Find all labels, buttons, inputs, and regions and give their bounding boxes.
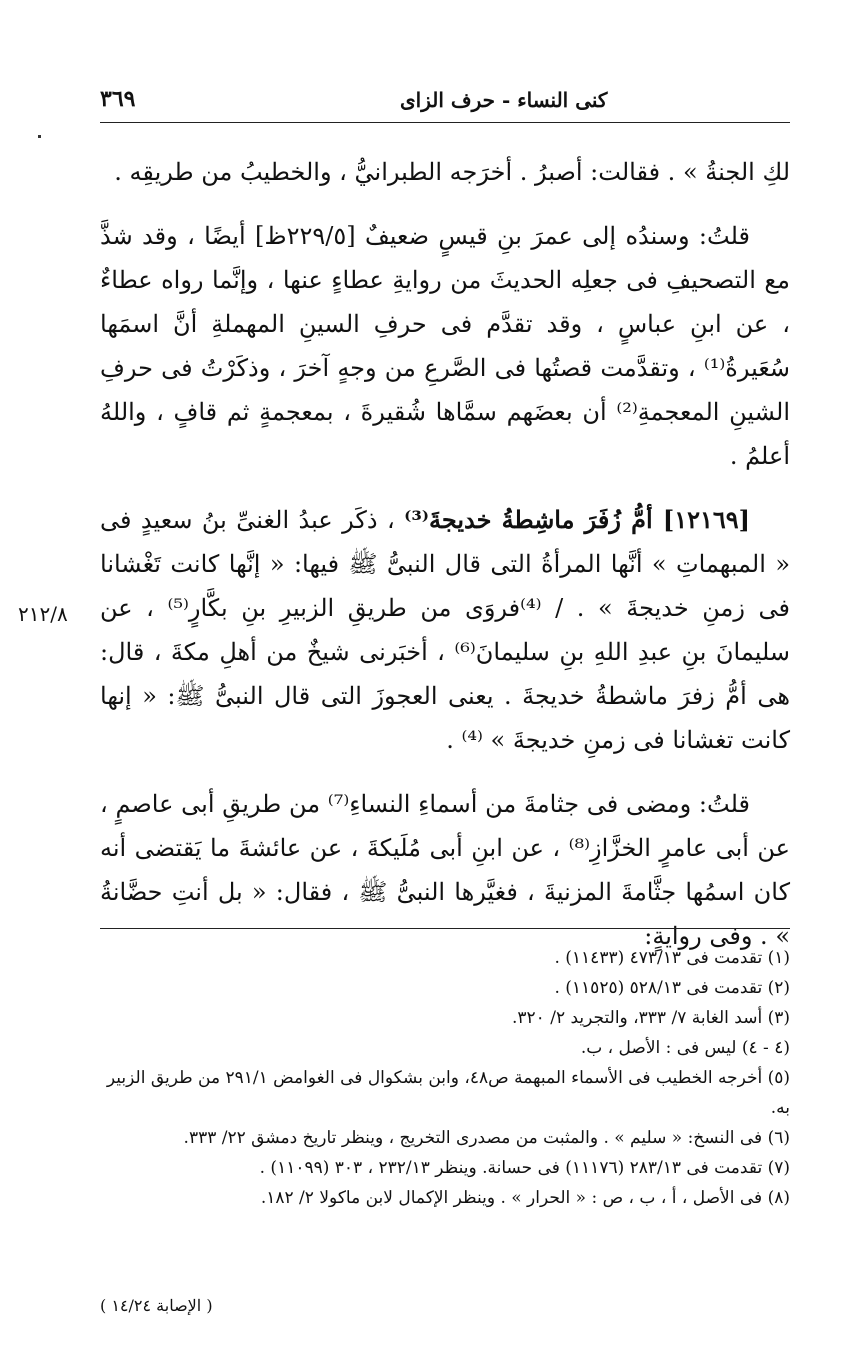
running-title: كنى النساء - حرف الزاى bbox=[400, 88, 608, 112]
page-header bbox=[100, 82, 790, 123]
entry-paragraph bbox=[100, 498, 790, 762]
paragraph-final: قلتُ: ومضى فى جثامةَ من أسماءِ النساءِ⁽⁷⁾ من طريقِ أبى عاصمٍ ، عن أبى عامرٍ الخزَّازِ⁽⁸⁾ ، عن ابنِ أبى مُلَيكةَ ، عن عائشةَ ما يَقتضى أنه كان اسمُها جثَّامةَ المزنيةَ ، فغيَّرها النبىُّ ﷺ ، فقال: « بل أنتِ حضَّانةُ » . وفى روايةٍ: bbox=[100, 790, 790, 950]
footnote-2: (٢) تقدمت فى ٥٢٨/١٣ (١١٥٢٥) . bbox=[554, 978, 790, 998]
footnote-5: (٥) أخرجه الخطيب فى الأسماء المبهمة ص٤٨، وابن بشكوال فى الغوامض ٢٩١/١ من طريق الزبير به. bbox=[106, 1068, 790, 1118]
margin-reference: ٢١٢/٨ bbox=[18, 602, 68, 626]
footnote-4: (٤ - ٤) ليس فى : الأصل ، ب. bbox=[580, 1038, 790, 1058]
footnotes bbox=[100, 928, 790, 1213]
footnote-8: (٨) فى الأصل ، أ ، ب ، ص : « الحرار » . وينظر الإكمال لابن ماكولا ٢/ ١٨٢. bbox=[260, 1188, 790, 1208]
footnote-1: (١) تقدمت فى ٤٧٣/١٣ (١١٤٣٣) . bbox=[554, 948, 790, 968]
footnote-7: (٧) تقدمت فى ٢٨٣/١٣ (١١١٧٦) فى حسانة. وينظر ٢٣٢/١٣ ، ٣٠٣ (١١٠٩٩) . bbox=[259, 1158, 790, 1178]
entry-text: ، ذكَر عبدُ الغنىِّ بنُ سعيدٍ فى « المبهماتِ » أنَّها المرأةُ التى قال النبىُّ ﷺ فيها: « إنَّها كانت تَغْشانا فى زمنِ خديجةَ » . / ⁽⁴⁾فروَى من طريقِ الزبيرِ بنِ بكَّارٍ⁽⁵⁾ ، عن سليمانَ بنِ عبدِ اللهِ بنِ سليمانَ⁽⁶⁾ ، أخبَرنى شيخٌ من أهلِ مكةَ ، قال: هى أمُّ زفرَ ماشطةُ خديجةَ . يعنى العجوزَ التى قال النبىُّ ﷺ: « إنها كانت تغشانا فى زمنِ خديجةَ » ⁽⁴⁾ . bbox=[100, 506, 791, 754]
footnote-6: (٦) فى النسخ: « سليم » . والمثبت من مصدرى التخريج ، وينظر تاريخ دمشق ٢٢/ ٣٣٣. bbox=[183, 1128, 790, 1148]
paragraph-1: لكِ الجنةُ » . فقالت: أصبرُ . أخرَجه الطبرانيُّ ، والخطيبُ من طريقِه . bbox=[114, 158, 790, 186]
footnote-3: (٣) أسد الغابة ٧/ ٣٣٣، والتجريد ٢/ ٣٢٠. bbox=[512, 1008, 790, 1028]
signature-footer: ( الإصابة ١٤/٢٤ ) bbox=[100, 1296, 213, 1315]
main-text bbox=[100, 150, 790, 978]
stray-mark bbox=[38, 135, 41, 138]
page-number: ٣٦٩ bbox=[100, 86, 136, 112]
entry-heading: [١٢١٦٩] أمُّ زُفَرَ ماشِطةُ خديجةَ⁽³⁾ bbox=[404, 505, 751, 534]
paragraph-2: قلتُ: وسندُه إلى عمرَ بنِ قيسٍ ضعيفٌ [٢٢٩/٥ظ] أيضًا ، وقد شذَّ مع التصحيفِ فى جعلِه الحديثَ من روايةِ عطاءٍ عنها ، وإنَّما رواه عطاءٌ ، عن ابنِ عباسٍ ، وقد تقدَّم فى حرفِ السينِ المهملةِ أنَّ اسمَها سُعَيرةُ⁽¹⁾ ، وتقدَّمت قصتُها فى الصَّرعِ من وجهٍ آخرَ ، وذكَرْتُ فى حرفِ الشينِ المعجمةِ⁽²⁾ أن بعضَهم سمَّاها شُقيرةَ ، بمعجمةٍ ثم قافٍ ، واللهُ أعلمُ . bbox=[100, 222, 791, 470]
